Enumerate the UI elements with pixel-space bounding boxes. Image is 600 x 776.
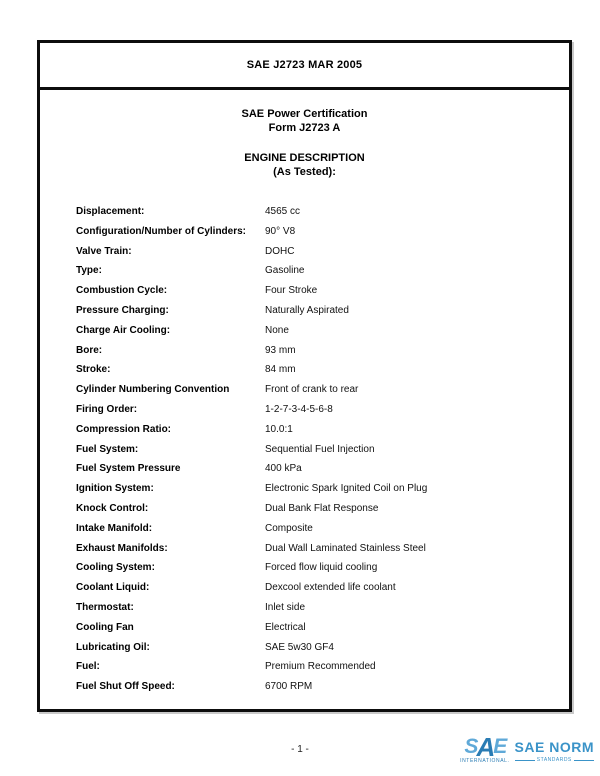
spec-label: Valve Train: bbox=[76, 245, 132, 257]
form-title-block bbox=[40, 107, 569, 135]
spec-label: Exhaust Manifolds: bbox=[76, 542, 168, 554]
spec-row bbox=[40, 444, 569, 464]
sae-international-label: INTERNATIONAL. bbox=[460, 758, 510, 764]
spec-row bbox=[40, 543, 569, 563]
spec-value: Dexcool extended life coolant bbox=[265, 582, 396, 594]
spec-label: Displacement: bbox=[76, 206, 145, 217]
sae-wordmark-letter: A bbox=[476, 732, 494, 762]
spec-row bbox=[40, 246, 569, 266]
spec-row bbox=[40, 265, 569, 285]
spec-value: 6700 RPM bbox=[265, 681, 313, 693]
spec-label: Configuration/Number of Cylinders: bbox=[76, 225, 246, 237]
spec-label: Firing Order: bbox=[76, 403, 138, 415]
spec-label: Bore: bbox=[76, 344, 103, 356]
spec-row bbox=[40, 226, 569, 246]
spec-label: Thermostat: bbox=[76, 601, 134, 613]
spec-row bbox=[40, 661, 569, 681]
spec-row bbox=[40, 325, 569, 345]
document-header-title: SAE J2723 MAR 2005 bbox=[246, 59, 363, 71]
spec-value: Naturally Aspirated bbox=[265, 304, 349, 316]
spec-value: Inlet side bbox=[265, 601, 306, 613]
document-header bbox=[40, 43, 569, 90]
spec-label: Pressure Charging: bbox=[76, 304, 169, 316]
spec-label: Lubricating Oil: bbox=[76, 641, 150, 653]
spec-label: Fuel System: bbox=[76, 443, 139, 455]
sae-logo-mark bbox=[460, 732, 510, 764]
rule-line-left bbox=[515, 760, 535, 761]
spec-label: Coolant Liquid: bbox=[76, 582, 150, 594]
spec-value: Gasoline bbox=[265, 265, 305, 277]
spec-row bbox=[40, 384, 569, 404]
spec-label: Combustion Cycle: bbox=[76, 285, 168, 297]
section-title-line2: (As Tested): bbox=[273, 166, 336, 178]
spec-row bbox=[40, 345, 569, 365]
spec-row bbox=[40, 622, 569, 642]
spec-row bbox=[40, 523, 569, 543]
spec-label: Type: bbox=[76, 265, 102, 277]
spec-value: Composite bbox=[265, 522, 313, 534]
spec-row bbox=[40, 463, 569, 483]
spec-row bbox=[40, 424, 569, 444]
section-title-line1: ENGINE DESCRIPTION bbox=[244, 152, 365, 164]
spec-label: Fuel Shut Off Speed: bbox=[76, 681, 175, 693]
section-title-block bbox=[40, 151, 569, 179]
spec-value: SAE 5w30 GF4 bbox=[265, 641, 334, 653]
sae-norm-wordmark-block bbox=[515, 740, 594, 763]
spec-label: Cooling Fan bbox=[76, 621, 134, 633]
spec-value: Premium Recommended bbox=[265, 661, 376, 673]
spec-row bbox=[40, 681, 569, 701]
page-number: - 1 - bbox=[291, 744, 309, 755]
spec-value: Forced flow liquid cooling bbox=[265, 562, 378, 574]
spec-table bbox=[40, 206, 569, 701]
spec-label: Cylinder Numbering Convention bbox=[76, 384, 230, 396]
spec-label: Compression Ratio: bbox=[76, 423, 172, 435]
spec-value: 90° V8 bbox=[265, 225, 296, 237]
spec-label: Stroke: bbox=[76, 364, 111, 376]
sae-standards-label: STANDARDS bbox=[536, 757, 572, 763]
spec-row bbox=[40, 503, 569, 523]
spec-value: Dual Wall Laminated Stainless Steel bbox=[265, 542, 426, 554]
spec-row bbox=[40, 483, 569, 503]
sae-norm-rule bbox=[515, 757, 594, 763]
spec-row bbox=[40, 285, 569, 305]
rule-line-right bbox=[574, 760, 594, 761]
spec-value: Electrical bbox=[265, 621, 306, 633]
sae-wordmark-letter: E bbox=[493, 735, 506, 758]
spec-label: Knock Control: bbox=[76, 502, 149, 514]
spec-value: Front of crank to rear bbox=[265, 384, 359, 396]
spec-value: 93 mm bbox=[265, 344, 296, 356]
form-title-line2: Form J2723 A bbox=[268, 122, 341, 134]
sae-wordmark-letter: S bbox=[464, 735, 477, 758]
spec-label: Fuel System Pressure bbox=[76, 463, 181, 475]
spec-value: None bbox=[265, 324, 289, 336]
spec-row bbox=[40, 602, 569, 622]
spec-value: 1-2-7-3-4-5-6-8 bbox=[265, 403, 333, 415]
sae-norm-logo bbox=[460, 732, 594, 764]
spec-row bbox=[40, 582, 569, 602]
spec-value: Electronic Spark Ignited Coil on Plug bbox=[265, 483, 428, 495]
spec-value: Sequential Fuel Injection bbox=[265, 443, 375, 455]
spec-row bbox=[40, 305, 569, 325]
spec-row bbox=[40, 642, 569, 662]
spec-row bbox=[40, 562, 569, 582]
spec-row bbox=[40, 404, 569, 424]
form-title-line1: SAE Power Certification bbox=[241, 108, 368, 120]
spec-label: Intake Manifold: bbox=[76, 522, 153, 534]
spec-label: Cooling System: bbox=[76, 562, 155, 574]
spec-value: Dual Bank Flat Response bbox=[265, 502, 379, 514]
spec-value: 84 mm bbox=[265, 364, 296, 376]
spec-row bbox=[40, 364, 569, 384]
spec-label: Charge Air Cooling: bbox=[76, 324, 171, 336]
sae-norm-wordmark: SAE NORM bbox=[514, 739, 594, 755]
spec-value: 4565 cc bbox=[265, 206, 301, 217]
spec-value: Four Stroke bbox=[265, 285, 318, 297]
spec-row bbox=[40, 206, 569, 226]
spec-value: 10.0:1 bbox=[265, 423, 293, 435]
document-page bbox=[37, 40, 572, 712]
spec-label: Ignition System: bbox=[76, 483, 154, 495]
spec-label: Fuel: bbox=[76, 661, 100, 673]
spec-value: DOHC bbox=[265, 245, 295, 257]
spec-value: 400 kPa bbox=[265, 463, 302, 475]
